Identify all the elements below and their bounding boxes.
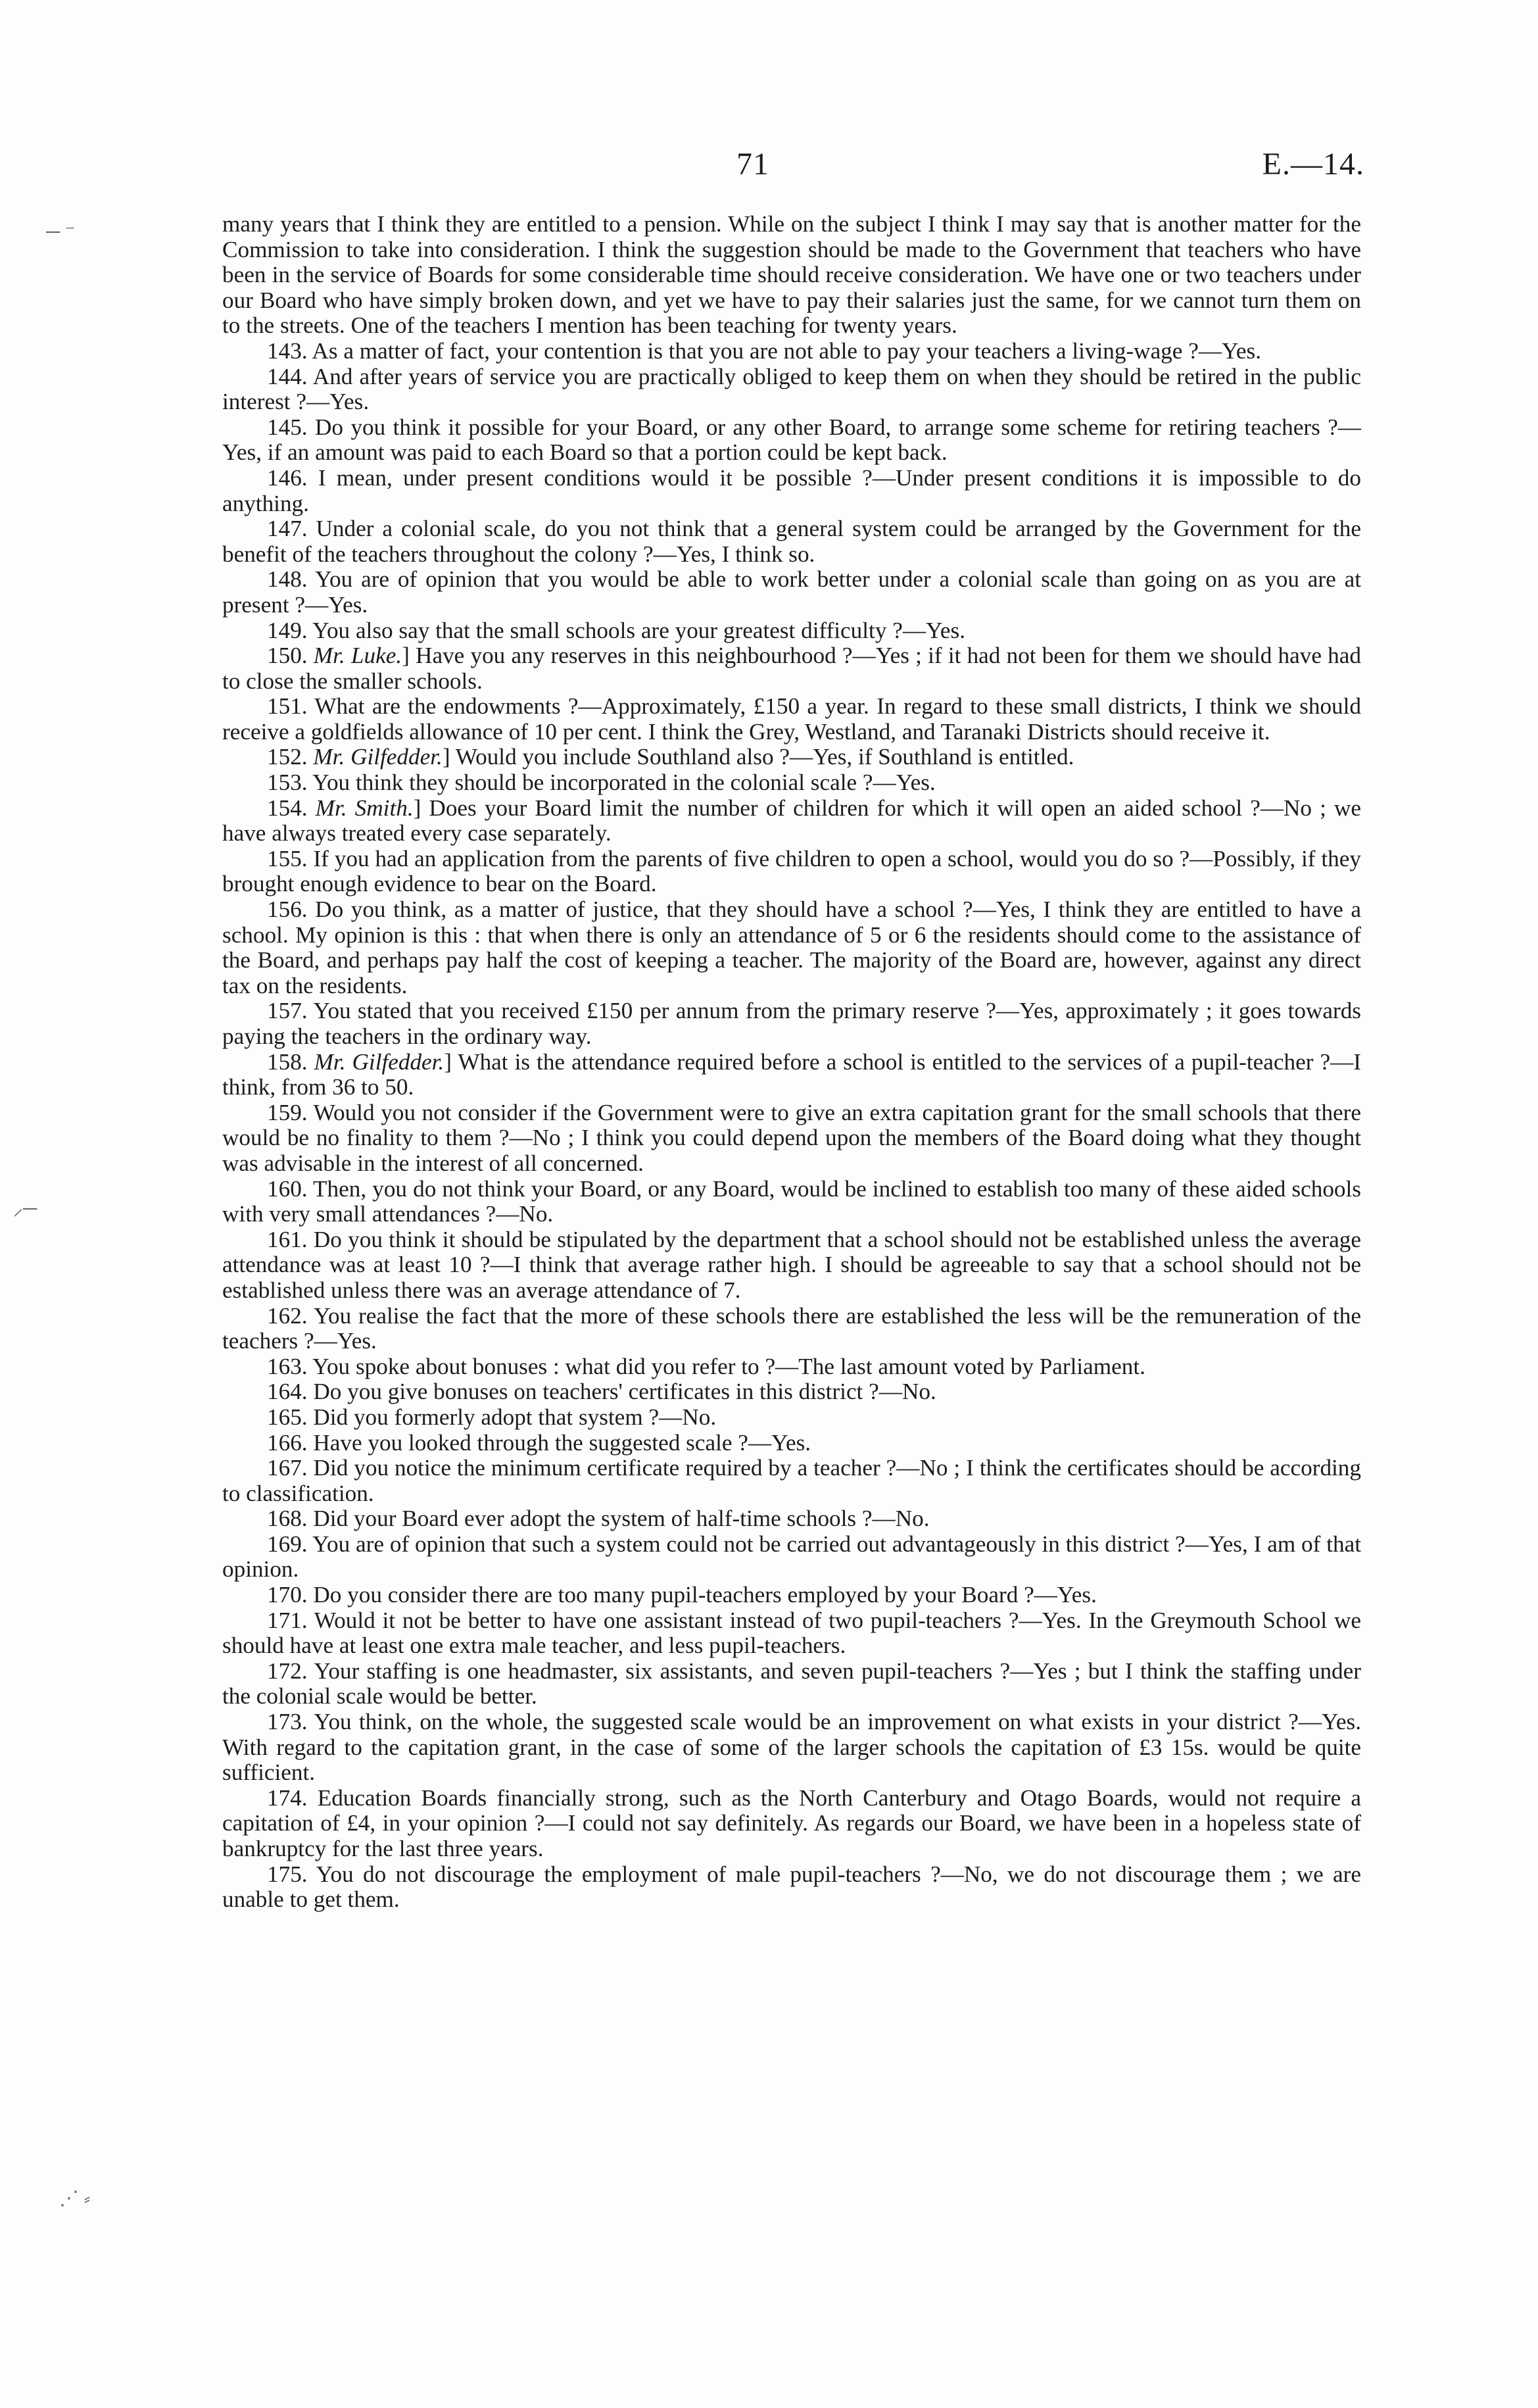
paragraph-text: 167. Did you notice the minimum certificate required by a teacher ?—No ; I think the certificates should be according to classification. bbox=[222, 1455, 1361, 1506]
speaker-name: Mr. Gilfedder. bbox=[314, 1048, 445, 1075]
paragraph bbox=[222, 1227, 1361, 1304]
paragraph bbox=[222, 796, 1361, 847]
paragraph bbox=[222, 1709, 1361, 1786]
question-number: 152. bbox=[267, 744, 314, 770]
paragraph bbox=[222, 1506, 1361, 1532]
paragraph bbox=[222, 694, 1361, 745]
paragraph-text: 161. Do you think it should be stipulated by the department that a school should not be established unless the average attendance was at least 10 ?—I think that average rather high. I should be agreeable to say that a school should not be established unless there was an average attendance of 7. bbox=[222, 1226, 1361, 1303]
paragraph bbox=[222, 847, 1361, 897]
paragraph-text: 160. Then, you do not think your Board, or any Board, would be inclined to establish too many of these aided schools with very small attendances ?—No. bbox=[222, 1175, 1361, 1227]
paragraph-text: 165. Did you formerly adopt that system ?—No. bbox=[267, 1404, 717, 1430]
paragraph bbox=[222, 339, 1361, 364]
paragraph bbox=[222, 415, 1361, 466]
paragraph-text: 163. You spoke about bonuses : what did you refer to ?—The last amount voted by Parliament. bbox=[267, 1353, 1145, 1379]
paragraph bbox=[222, 998, 1361, 1049]
paragraph bbox=[222, 618, 1361, 644]
paragraph-text: 169. You are of opinion that such a system could not be carried out advantageously in this district ?—Yes, I am of that opinion. bbox=[222, 1531, 1361, 1583]
question-number: 150. bbox=[267, 643, 314, 669]
paragraph-text: 171. Would it not be better to have one assistant instead of two pupil-teachers ?—Yes. In the Greymouth School we should have at least one extra male teacher, and less pupil-teachers. bbox=[222, 1607, 1361, 1659]
paragraph bbox=[222, 1431, 1361, 1456]
paragraph bbox=[222, 1583, 1361, 1608]
paragraph bbox=[222, 1532, 1361, 1583]
paragraph-text: 174. Education Boards financially strong, such as the North Canterbury and Otago Boards, would not require a capitation of £4, in your opinion ?—I could not say definitely. As regards our Board, we have been in a hopeless state of bankruptcy for the last three years. bbox=[222, 1784, 1361, 1861]
paragraph-text: ] Would you include Southland also ?—Yes, if Southland is entitled. bbox=[442, 744, 1074, 770]
paragraph-text: 149. You also say that the small schools are your greatest difficulty ?—Yes. bbox=[267, 617, 966, 643]
document-code: E.—14. bbox=[1262, 147, 1364, 182]
page-number: 71 bbox=[736, 147, 769, 182]
paragraph-text: 159. Would you not consider if the Government were to give an extra capitation grant for the small schools that there would be no finality to them ?—No ; I think you could depend upon the members of the Board doing what they thought was advisable in the interest of all concerned. bbox=[222, 1099, 1361, 1176]
paragraph bbox=[222, 516, 1361, 567]
paragraph bbox=[222, 1354, 1361, 1380]
paragraph-text: 162. You realise the fact that the more of these schools there are established the less will be the remuneration of the teachers ?—Yes. bbox=[222, 1302, 1361, 1354]
paragraph-text: 157. You stated that you received £150 per annum from the primary reserve ?—Yes, approximately ; it goes towards paying the teachers in the ordinary way. bbox=[222, 998, 1361, 1049]
paragraph bbox=[222, 1456, 1361, 1506]
paragraph bbox=[222, 897, 1361, 998]
paragraph bbox=[222, 1405, 1361, 1431]
paragraph-text: ] Does your Board limit the number of children for which it will open an aided school ?—No ; we have always treated every case separately. bbox=[222, 795, 1362, 847]
paragraph bbox=[222, 1050, 1361, 1100]
paragraph bbox=[222, 770, 1361, 796]
paragraph-text: 170. Do you consider there are too many pupil-teachers employed by your Board ?—Yes. bbox=[267, 1582, 1097, 1608]
speaker-name: Mr. Luke. bbox=[313, 643, 402, 669]
paragraph bbox=[222, 1100, 1361, 1177]
paragraph-text: 156. Do you think, as a matter of justice, that they should have a school ?—Yes, I think they are entitled to have a school. My opinion is this : that when there is only an attendance of 5 or 6 the residents should come to the assistance of the Board, and perhaps pay half the cost of keeping a teacher. The majority of the Board are, however, against any direct tax on the residents. bbox=[222, 897, 1361, 998]
transcript-body bbox=[222, 212, 1361, 1913]
paragraph-text: 146. I mean, under present conditions would it be possible ?—Under present conditions it is impossible to do anything. bbox=[222, 464, 1361, 516]
paragraph-text: ] What is the attendance required before a school is entitled to the services of a pupil-teacher ?—I think, from 36 to 50. bbox=[222, 1048, 1362, 1100]
question-number: 154. bbox=[267, 795, 316, 821]
paragraph-text: 143. As a matter of fact, your contention is that you are not able to pay your teachers a living-wage ?—Yes. bbox=[267, 337, 1261, 364]
paragraph bbox=[222, 1379, 1361, 1405]
paragraph-text: 153. You think they should be incorporated in the colonial scale ?—Yes. bbox=[267, 770, 936, 796]
margin-mark: ⋰ ⸗ bbox=[59, 2188, 91, 2209]
paragraph-text: 145. Do you think it possible for your Board, or any other Board, to arrange some scheme for retiring teachers ?—Yes, if an amount was paid to each Board so that a portion could be kept back. bbox=[222, 414, 1361, 466]
paragraph-text: 173. You think, on the whole, the suggested scale would be an improvement on what exists in your district ?—Yes. With regard to the capitation grant, in the case of some of the larger schools the capitation of £3 15s. would be quite sufficient. bbox=[222, 1709, 1361, 1786]
paragraph bbox=[222, 364, 1361, 415]
paragraph bbox=[222, 1659, 1361, 1709]
paragraph-text: many years that I think they are entitled to a pension. While on the subject I think I may say that is another matter for the Commission to take into consideration. I think the suggestion should be made to the Government that teachers who have been in the service of Boards for some considerable time should receive consideration. We have one or two teachers under our Board who have simply broken down, and yet we have to pay their salaries just the same, for we cannot turn them on to the streets. One of the teachers I mention has been teaching for twenty years. bbox=[222, 211, 1361, 339]
paragraph-text: 172. Your staffing is one headmaster, six assistants, and seven pupil-teachers ?—Yes ; but I think the staffing under the colonial scale would be better. bbox=[222, 1658, 1361, 1709]
paragraph bbox=[222, 1608, 1361, 1659]
speaker-name: Mr. Gilfedder. bbox=[313, 744, 443, 770]
paragraph bbox=[222, 1786, 1361, 1862]
paragraph-text: 164. Do you give bonuses on teachers' certificates in this district ?—No. bbox=[267, 1379, 936, 1405]
paragraph bbox=[222, 466, 1361, 516]
paragraph-text: 148. You are of opinion that you would be able to work better under a colonial scale than going on as you are at present ?—Yes. bbox=[222, 566, 1361, 618]
paragraph-text: 166. Have you looked through the suggested scale ?—Yes. bbox=[267, 1429, 811, 1456]
paragraph-text: 175. You do not discourage the employment of male pupil-teachers ?—No, we do not discourage them ; we are unable to get them. bbox=[222, 1861, 1361, 1913]
paragraph-text: 151. What are the endowments ?—Approximately, £150 a year. In regard to these small districts, I think we should receive a goldfields allowance of 10 per cent. I think the Grey, Westland, and Taranaki Districts should receive it. bbox=[222, 693, 1361, 745]
paragraph bbox=[222, 643, 1361, 694]
question-number: 158. bbox=[267, 1048, 314, 1075]
paragraph bbox=[222, 1304, 1361, 1354]
paragraph-text: 147. Under a colonial scale, do you not think that a general system could be arranged by the Government for the benefit of the teachers throughout the colony ?—Yes, I think so. bbox=[222, 516, 1361, 567]
paragraph-text: 144. And after years of service you are practically obliged to keep them on when they should be retired in the public interest ?—Yes. bbox=[222, 363, 1361, 415]
speaker-name: Mr. Smith. bbox=[315, 795, 414, 821]
margin-mark: ⸝─ bbox=[13, 1198, 37, 1219]
paragraph bbox=[222, 212, 1361, 339]
margin-mark: ─ ⁻ bbox=[46, 221, 76, 243]
paragraph bbox=[222, 1177, 1361, 1227]
paragraph-text: ] Have you any reserves in this neighbourhood ?—Yes ; if it had not been for them we should have had to close the smaller schools. bbox=[222, 643, 1361, 694]
paragraph-text: 168. Did your Board ever adopt the system of half-time schools ?—No. bbox=[267, 1506, 930, 1532]
paragraph bbox=[222, 745, 1361, 770]
paragraph bbox=[222, 1862, 1361, 1913]
paragraph-text: 155. If you had an application from the parents of five children to open a school, would you do so ?—Possibly, if they brought enough evidence to bear on the Board. bbox=[222, 845, 1361, 897]
paragraph bbox=[222, 567, 1361, 618]
